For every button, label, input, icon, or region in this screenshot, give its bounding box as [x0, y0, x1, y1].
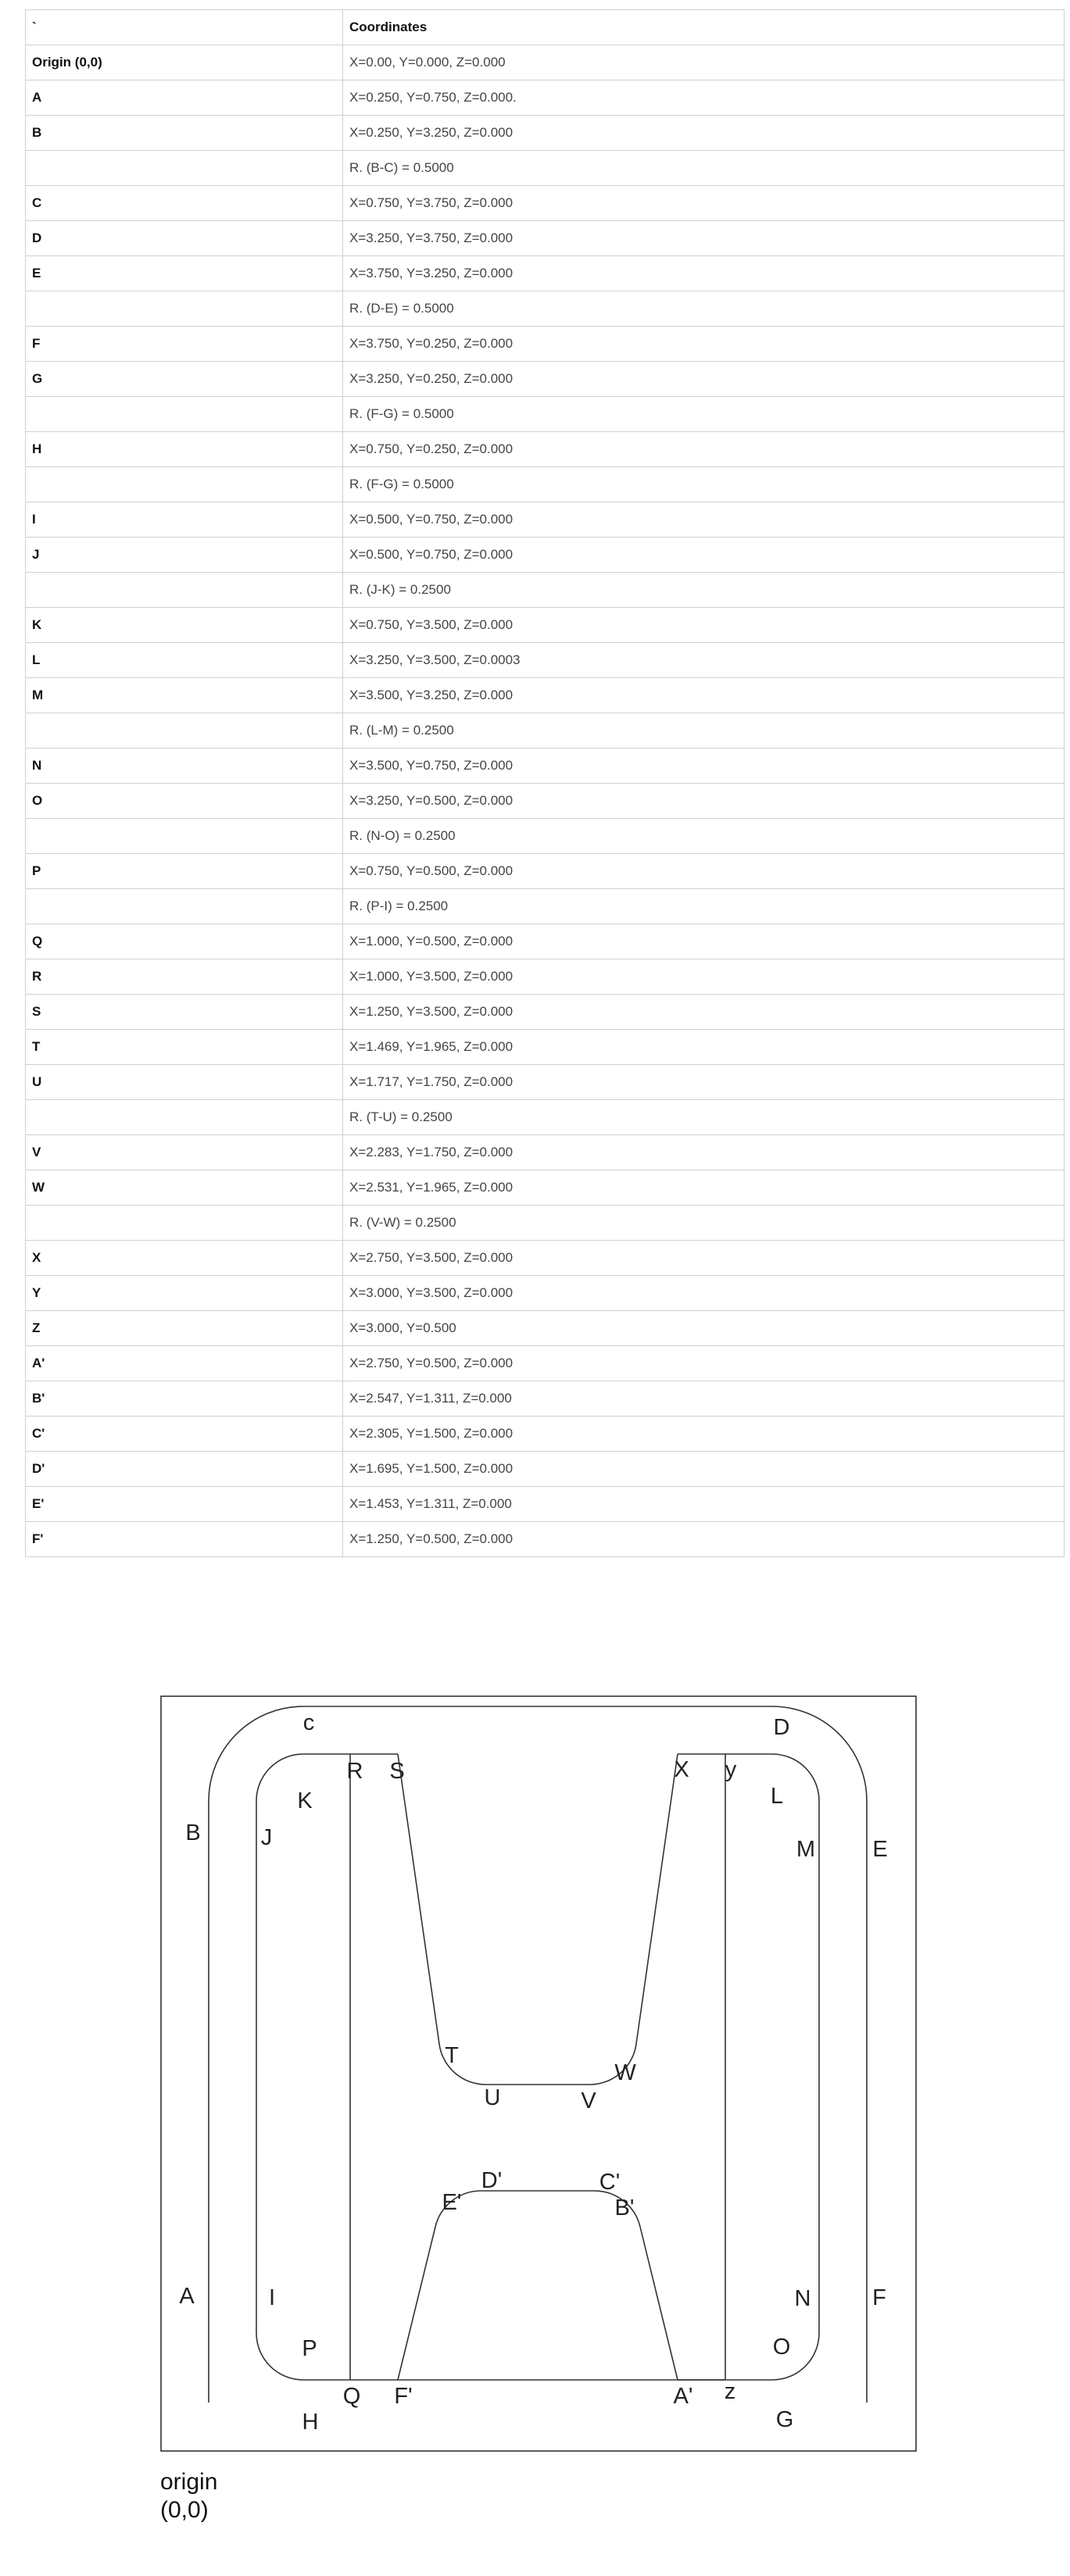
point-name-cell: G: [26, 362, 343, 397]
coordinates-cell: R. (V-W) = 0.2500: [343, 1206, 1065, 1241]
point-name-cell: Y: [26, 1276, 343, 1311]
label-f: F: [872, 2285, 886, 2310]
coordinates-cell: R. (J-K) = 0.2500: [343, 573, 1065, 608]
coordinates-cell: R. (D-E) = 0.5000: [343, 291, 1065, 327]
table-row: [26, 256, 1065, 291]
table-row: [26, 784, 1065, 819]
table-row: [26, 538, 1065, 573]
coordinates-cell: X=0.250, Y=3.250, Z=0.000: [343, 116, 1065, 151]
inner-left-profile: [256, 1754, 398, 2380]
table-row: [26, 1417, 1065, 1452]
point-name-cell: [26, 1206, 343, 1241]
point-name-cell: A: [26, 80, 343, 116]
table-row: [26, 713, 1065, 749]
point-name-cell: U: [26, 1065, 343, 1100]
table-row: [26, 749, 1065, 784]
table-row: [26, 291, 1065, 327]
coordinates-cell: X=3.000, Y=0.500: [343, 1311, 1065, 1346]
table-row: [26, 995, 1065, 1030]
coordinates-cell: X=0.750, Y=0.250, Z=0.000: [343, 432, 1065, 467]
label-s: S: [389, 1759, 405, 1784]
table-row: [26, 45, 1065, 80]
label-a: A: [179, 2284, 195, 2309]
point-name-cell: J: [26, 538, 343, 573]
table-row: [26, 397, 1065, 432]
point-name-cell: [26, 291, 343, 327]
point-name-cell: C: [26, 186, 343, 221]
label-b: B: [185, 1820, 201, 1845]
label-a-prime: A': [673, 2384, 693, 2409]
table-row: [26, 889, 1065, 924]
point-name-cell: V: [26, 1135, 343, 1170]
coordinates-cell: X=1.250, Y=3.500, Z=0.000: [343, 995, 1065, 1030]
point-name-cell: M: [26, 678, 343, 713]
table-row: [26, 678, 1065, 713]
table-row: [26, 1206, 1065, 1241]
point-name-cell: B': [26, 1381, 343, 1417]
point-name-cell: F: [26, 327, 343, 362]
origin-coordinates-caption: (0,0): [160, 2497, 209, 2523]
point-name-cell: [26, 397, 343, 432]
label-x: X: [674, 1757, 689, 1782]
label-r: R: [346, 1759, 363, 1784]
point-name-cell: A': [26, 1346, 343, 1381]
table-row: [26, 1311, 1065, 1346]
coordinates-cell: X=0.500, Y=0.750, Z=0.000: [343, 538, 1065, 573]
point-name-cell: E': [26, 1487, 343, 1522]
table-row: [26, 854, 1065, 889]
table-row: [26, 1452, 1065, 1487]
table-row: [26, 1276, 1065, 1311]
coordinates-cell: X=1.000, Y=0.500, Z=0.000: [343, 924, 1065, 959]
table-row: [26, 1487, 1065, 1522]
table-row: [26, 1346, 1065, 1381]
label-k: K: [297, 1788, 313, 1813]
coordinates-cell: X=3.000, Y=3.500, Z=0.000: [343, 1276, 1065, 1311]
coordinates-cell: X=1.695, Y=1.500, Z=0.000: [343, 1452, 1065, 1487]
point-name-cell: D: [26, 221, 343, 256]
coordinates-cell: X=1.250, Y=0.500, Z=0.000: [343, 1522, 1065, 1557]
label-z-lower: z: [724, 2379, 736, 2404]
header-point-cell: `: [26, 10, 343, 45]
coordinates-cell: X=1.469, Y=1.965, Z=0.000: [343, 1030, 1065, 1065]
point-name-cell: [26, 713, 343, 749]
label-e: E: [872, 1837, 888, 1862]
table-row: [26, 819, 1065, 854]
point-name-cell: K: [26, 608, 343, 643]
coordinates-cell: X=0.750, Y=3.750, Z=0.000: [343, 186, 1065, 221]
point-name-cell: B: [26, 116, 343, 151]
coordinates-cell: X=3.250, Y=3.750, Z=0.000: [343, 221, 1065, 256]
upper-notch-profile: [398, 1754, 678, 2085]
table-row: [26, 1381, 1065, 1417]
table-row: [26, 959, 1065, 995]
label-y-lower: y: [725, 1757, 737, 1782]
point-name-cell: C': [26, 1417, 343, 1452]
label-f-prime: F': [394, 2384, 413, 2409]
lower-notch-profile: [398, 2191, 678, 2380]
table-row: [26, 186, 1065, 221]
coordinates-table: [25, 9, 1065, 1557]
origin-caption: origin: [160, 2469, 218, 2495]
table-row: [26, 502, 1065, 538]
table-row: [26, 151, 1065, 186]
table-row: [26, 1030, 1065, 1065]
table-row: [26, 80, 1065, 116]
table-row: [26, 432, 1065, 467]
label-u: U: [484, 2085, 501, 2110]
point-name-cell: N: [26, 749, 343, 784]
coordinates-cell: X=3.250, Y=0.500, Z=0.000: [343, 784, 1065, 819]
coordinates-cell: X=2.531, Y=1.965, Z=0.000: [343, 1170, 1065, 1206]
coordinates-cell: X=1.717, Y=1.750, Z=0.000: [343, 1065, 1065, 1100]
coordinates-cell: R. (F-G) = 0.5000: [343, 397, 1065, 432]
label-p: P: [302, 2336, 317, 2361]
coordinates-cell: X=3.750, Y=3.250, Z=0.000: [343, 256, 1065, 291]
label-d-prime: D': [481, 2168, 503, 2193]
coordinates-cell: R. (L-M) = 0.2500: [343, 713, 1065, 749]
coordinates-cell: X=3.500, Y=3.250, Z=0.000: [343, 678, 1065, 713]
label-w: W: [614, 2060, 636, 2085]
coordinates-cell: X=2.750, Y=0.500, Z=0.000: [343, 1346, 1065, 1381]
label-i: I: [268, 2285, 276, 2310]
point-name-cell: [26, 467, 343, 502]
coordinates-cell: X=3.500, Y=0.750, Z=0.000: [343, 749, 1065, 784]
coordinates-cell: X=3.250, Y=0.250, Z=0.000: [343, 362, 1065, 397]
point-name-cell: D': [26, 1452, 343, 1487]
point-name-cell: X: [26, 1241, 343, 1276]
table-row: [26, 1100, 1065, 1135]
table-row: [26, 467, 1065, 502]
label-c: c: [302, 1710, 315, 1735]
point-name-cell: Origin (0,0): [26, 45, 343, 80]
point-name-cell: [26, 151, 343, 186]
table-row: [26, 1065, 1065, 1100]
coordinates-cell: X=3.750, Y=0.250, Z=0.000: [343, 327, 1065, 362]
coordinates-cell: X=0.00, Y=0.000, Z=0.000: [343, 45, 1065, 80]
label-c-prime: C': [599, 2170, 621, 2195]
label-b-prime: B': [614, 2195, 635, 2221]
point-name-cell: S: [26, 995, 343, 1030]
coordinates-cell: X=3.250, Y=3.500, Z=0.0003: [343, 643, 1065, 678]
label-q: Q: [342, 2384, 361, 2409]
point-name-cell: F': [26, 1522, 343, 1557]
header-coords-cell: Coordinates: [343, 10, 1065, 45]
h-shape-drawing: [160, 1695, 918, 2453]
label-o: O: [772, 2335, 791, 2360]
point-name-cell: I: [26, 502, 343, 538]
coordinates-cell: X=0.250, Y=0.750, Z=0.000.: [343, 80, 1065, 116]
label-l: L: [770, 1784, 784, 1809]
coordinates-cell: X=2.750, Y=3.500, Z=0.000: [343, 1241, 1065, 1276]
point-name-cell: T: [26, 1030, 343, 1065]
table-row: [26, 1135, 1065, 1170]
coordinates-cell: R. (T-U) = 0.2500: [343, 1100, 1065, 1135]
label-m: M: [796, 1837, 816, 1862]
point-name-cell: O: [26, 784, 343, 819]
coordinates-cell: X=2.547, Y=1.311, Z=0.000: [343, 1381, 1065, 1417]
table-row: [26, 1170, 1065, 1206]
table-row: [26, 643, 1065, 678]
table-row: [26, 573, 1065, 608]
drawing-border: [161, 1696, 916, 2451]
label-j: J: [260, 1825, 273, 1850]
coordinates-cell: X=0.750, Y=0.500, Z=0.000: [343, 854, 1065, 889]
point-name-cell: E: [26, 256, 343, 291]
point-name-cell: Q: [26, 924, 343, 959]
label-e-prime: E': [442, 2190, 462, 2215]
point-name-cell: W: [26, 1170, 343, 1206]
label-d: D: [773, 1715, 790, 1740]
table-row: [26, 327, 1065, 362]
coordinates-cell: X=0.500, Y=0.750, Z=0.000: [343, 502, 1065, 538]
coordinates-cell: X=1.000, Y=3.500, Z=0.000: [343, 959, 1065, 995]
point-name-cell: P: [26, 854, 343, 889]
label-h: H: [302, 2410, 319, 2435]
label-v: V: [581, 2088, 596, 2113]
point-name-cell: R: [26, 959, 343, 995]
point-name-cell: [26, 819, 343, 854]
point-name-cell: H: [26, 432, 343, 467]
label-t: T: [445, 2043, 459, 2068]
table-row: [26, 221, 1065, 256]
coordinates-cell: R. (N-O) = 0.2500: [343, 819, 1065, 854]
coordinates-cell: X=2.305, Y=1.500, Z=0.000: [343, 1417, 1065, 1452]
table-row: [26, 362, 1065, 397]
point-name-cell: [26, 889, 343, 924]
point-name-cell: L: [26, 643, 343, 678]
point-name-cell: Z: [26, 1311, 343, 1346]
table-row: [26, 1522, 1065, 1557]
coordinates-cell: X=2.283, Y=1.750, Z=0.000: [343, 1135, 1065, 1170]
point-name-cell: [26, 1100, 343, 1135]
coordinates-cell: R. (F-G) = 0.5000: [343, 467, 1065, 502]
coordinates-cell: R. (P-I) = 0.2500: [343, 889, 1065, 924]
point-name-cell: [26, 573, 343, 608]
table-header-row: [26, 10, 1065, 45]
table-row: [26, 608, 1065, 643]
label-g: G: [775, 2407, 794, 2432]
table-row: [26, 1241, 1065, 1276]
coordinates-cell: R. (B-C) = 0.5000: [343, 151, 1065, 186]
table-row: [26, 924, 1065, 959]
coordinates-cell: X=1.453, Y=1.311, Z=0.000: [343, 1487, 1065, 1522]
coordinates-cell: X=0.750, Y=3.500, Z=0.000: [343, 608, 1065, 643]
table-row: [26, 116, 1065, 151]
label-n: N: [794, 2286, 811, 2311]
